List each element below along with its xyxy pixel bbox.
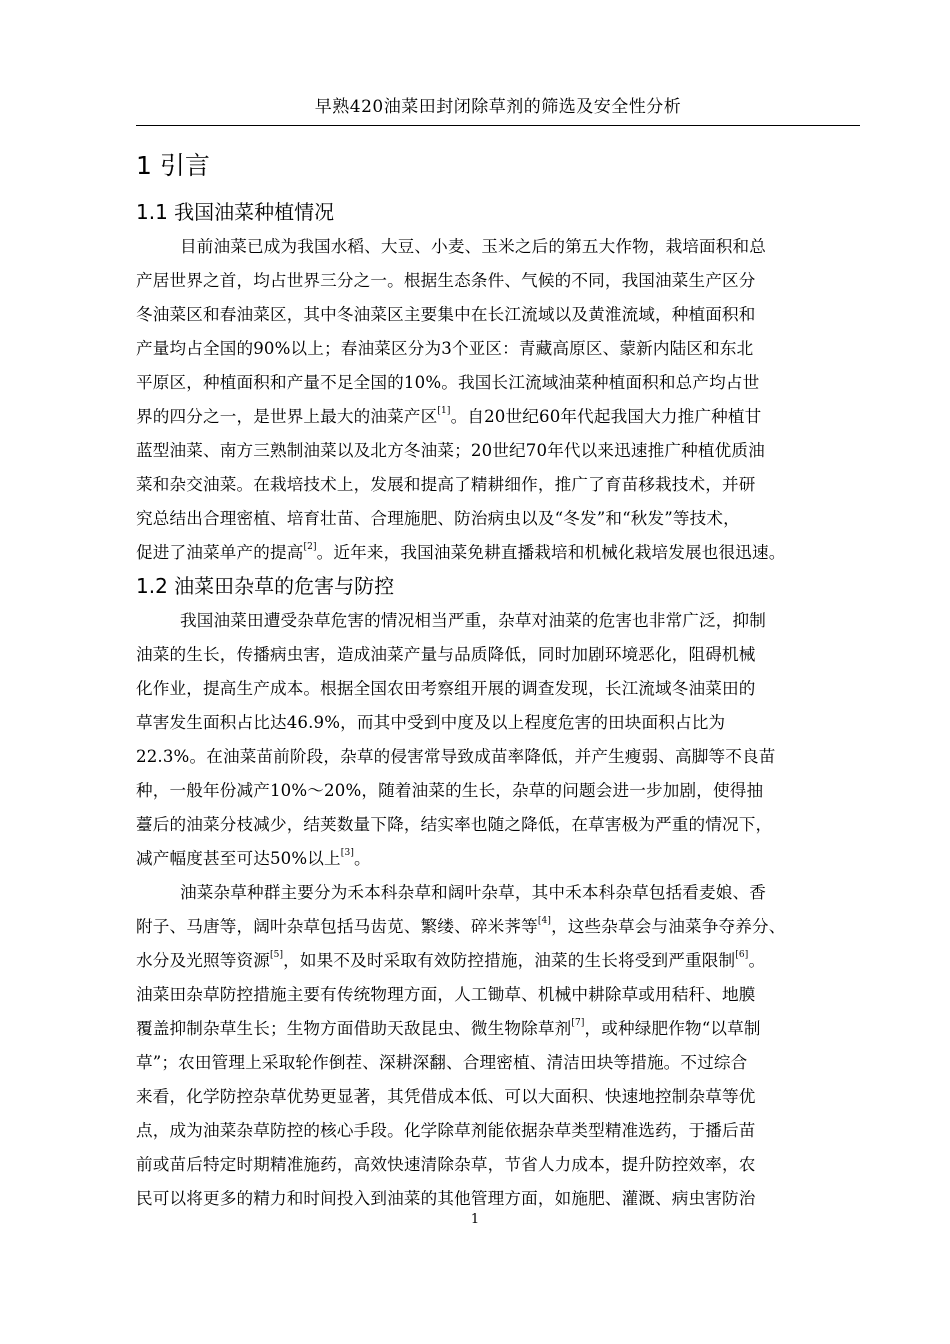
- line-text: ，这些杂草会与油菜争夺养分、: [551, 917, 786, 936]
- line-text: 。近年来，我国油菜免耕直播栽培和机械化栽培发展也很迅速。: [316, 543, 786, 562]
- paragraph-line-with-citation: [136, 944, 860, 978]
- line-text: 。自20世纪60年代起我国大力推广种植甘: [450, 407, 762, 426]
- line-text: 减产幅度甚至可达50%以上: [136, 849, 341, 868]
- paragraph-line: 前或苗后特定时期精准施药，高效快速清除杂草，节省人力成本，提升防控效率，农: [136, 1155, 756, 1174]
- paragraph-line: 产量均占全国的90%以上；春油菜区分为3个亚区：青藏高原区、蒙新内陆区和东北: [136, 339, 754, 358]
- paragraph-line: 民可以将更多的精力和时间投入到油菜的其他管理方面，如施肥、灌溉、病虫害防治: [136, 1189, 756, 1208]
- paragraph-line-with-citation: [136, 910, 860, 944]
- paragraph-line-with-citation: [136, 536, 860, 570]
- line-text: ，如果不及时采取有效防控措施，油菜的生长将受到严重限制: [283, 951, 736, 970]
- subsection-heading-1-1: 1.1 我国油菜种植情况: [136, 200, 335, 224]
- line-text: 水分及光照等资源: [136, 951, 270, 970]
- paragraph-line: 平原区，种植面积和产量不足全国的10%。我国长江流域油菜种植面积和总产均占世: [136, 373, 760, 392]
- paragraph-line: 冬油菜区和春油菜区，其中冬油菜区主要集中在长江流域以及黄淮流域，种植面积和: [136, 305, 756, 324]
- citation-marker: [3]: [340, 848, 354, 858]
- citation-marker: [6]: [735, 950, 749, 960]
- header-divider: [136, 125, 860, 126]
- line-text: 。: [748, 951, 766, 970]
- page-number: 1: [470, 1212, 480, 1227]
- line-text: 促进了油菜单产的提高: [136, 543, 304, 562]
- citation-marker: [2]: [303, 542, 317, 552]
- paragraph-line: 油菜的生长，传播病虫害，造成油菜产量与品质降低，同时加剧环境恶化，阻碍机械: [136, 645, 756, 664]
- section-heading: 1 引言: [136, 151, 210, 180]
- paragraph-line: 化作业，提高生产成本。根据全国农田考察组开展的调查发现，长江流域冬油菜田的: [136, 679, 756, 698]
- citation-marker: [4]: [537, 916, 552, 926]
- paragraph-line: 目前油菜已成为我国水稻、大豆、小麦、玉米之后的第五大作物，栽培面积和总: [180, 237, 767, 256]
- citation-marker: [1]: [437, 406, 451, 416]
- paragraph-line: 究总结出合理密植、培育壮苗、合理施肥、防治病虫以及“冬发”和“秋发”等技术，: [136, 509, 740, 528]
- paragraph-line: 油菜田杂草防控措施主要有传统物理方面，人工锄草、机械中耕除草或用秸秆、地膜: [136, 985, 756, 1004]
- paragraph-weed-control: [136, 876, 860, 1216]
- paragraph-line: 油菜杂草种群主要分为禾本科杂草和阔叶杂草，其中禾本科杂草包括看麦娘、香: [180, 883, 767, 902]
- paragraph-line: 我国油菜田遭受杂草危害的情况相当严重，杂草对油菜的危害也非常广泛，抑制: [180, 611, 767, 630]
- paragraph-rapeseed-planting: [136, 230, 860, 570]
- paragraph-line: 种，一般年份减产10%～20%，随着油菜的生长，杂草的问题会进一步加剧，使得抽: [136, 781, 764, 800]
- citation-marker: [7]: [571, 1018, 585, 1028]
- paragraph-line: 薹后的油菜分枝减少，结荚数量下降，结实率也随之降低，在草害极为严重的情况下，: [136, 815, 773, 834]
- line-text: 。: [353, 849, 371, 868]
- paragraph-line: 草害发生面积占比达46.9%，而其中受到中度及以上程度危害的田块面积占比为: [136, 713, 726, 732]
- paragraph-weed-hazards: [136, 604, 860, 876]
- paragraph-line: 点，成为油菜杂草防控的核心手段。化学除草剂能依据杂草类型精准选药，于播后苗: [136, 1121, 756, 1140]
- line-text: 界的四分之一，是世界上最大的油菜产区: [136, 407, 438, 426]
- paragraph-line-with-citation: [136, 1012, 860, 1046]
- running-header: 早熟420油菜田封闭除草剂的筛选及安全性分析: [314, 97, 682, 117]
- paragraph-line-with-citation: [136, 400, 860, 434]
- paragraph-line: 来看，化学防控杂草优势更显著，其凭借成本低、可以大面积、快速地控制杂草等优: [136, 1087, 756, 1106]
- paragraph-line: 蓝型油菜、南方三熟制油菜以及北方冬油菜；20世纪70年代以来迅速推广种植优质油: [136, 441, 765, 460]
- paragraph-line: 22.3%。在油菜苗前阶段，杂草的侵害常导致成苗率降低，并产生瘦弱、高脚等不良苗: [136, 747, 776, 766]
- paragraph-line: 草”；农田管理上采取轮作倒茬、深耕深翻、合理密植、清洁田块等措施。不过综合: [136, 1053, 748, 1072]
- line-text: 覆盖抑制杂草生长；生物方面借助天敌昆虫、微生物除草剂: [136, 1019, 572, 1038]
- paragraph-line: 菜和杂交油菜。在栽培技术上，发展和提高了精耕细作，推广了育苗移栽技术，并研: [136, 475, 756, 494]
- line-text: 附子、马唐等，阔叶杂草包括马齿苋、繁缕、碎米荠等: [136, 917, 538, 936]
- subsection-heading-1-2: 1.2 油菜田杂草的危害与防控: [136, 574, 395, 598]
- paragraph-line: 产居世界之首，均占世界三分之一。根据生态条件、气候的不同，我国油菜生产区分: [136, 271, 756, 290]
- line-text: ，或种绿肥作物“以草制: [584, 1019, 761, 1038]
- paragraph-line-with-citation: [136, 842, 860, 876]
- citation-marker: [5]: [269, 950, 284, 960]
